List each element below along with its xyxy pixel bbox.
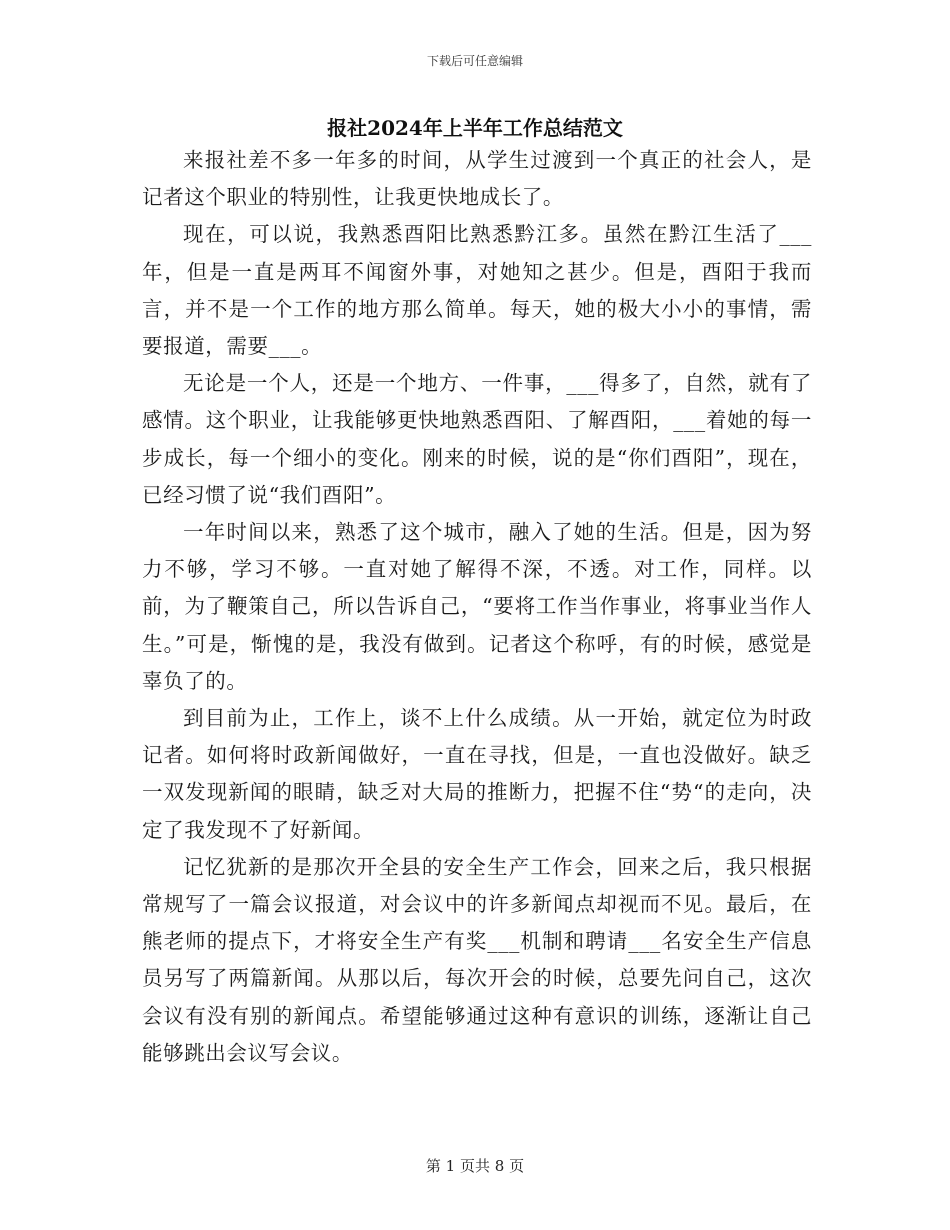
paragraph-4: 一年时间以来，熟悉了这个城市，融入了她的生活。但是，因为努力不够，学习不够。一直对她了解得不深，不透。对工作，同样。以前，为了鞭策自己，所以告诉自己，“要将工作当作事业，将事业当作人生。”可是，惭愧的是，我没有做到。记者这个称呼，有的时候，感觉是辜负了的。	[142, 520, 812, 693]
page-header-note: 下载后可任意编辑	[426, 54, 523, 68]
paragraph-5: 到目前为止，工作上，谈不上什么成绩。从一开始，就定位为时政记者。如何将时政新闻做好，一直在寻找，但是，一直也没做好。缺乏一双发现新闻的眼睛，缺乏对大局的推断力，把握不住“势“的走向，决定了我发现不了好新闻。	[142, 706, 812, 842]
document-title: 报社2024年上半年工作总结范文	[327, 116, 623, 140]
page-number: 第 1 页共 8 页	[425, 1157, 525, 1175]
paragraph-1: 来报社差不多一年多的时间，从学生过渡到一个真正的社会人，是记者这个职业的特别性，让我更快地成长了。	[142, 148, 812, 210]
paragraph-6: 记忆犹新的是那次开全县的安全生产工作会，回来之后，我只根据常规写了一篇会议报道，对会议中的许多新闻点却视而不见。最后，在熊老师的提点下，才将安全生产有奖___机制和聘请___名安全生产信息员另写了两篇新闻。从那以后，每次开会的时候，总要先问自己，这次会议有没有别的新闻点。希望能够通过这种有意识的训练，逐渐让自己能够跳出会议写会议。	[142, 854, 812, 1065]
paragraph-3: 无论是一个人，还是一个地方、一件事，___得多了，自然，就有了感情。这个职业，让我能够更快地熟悉酉阳、了解酉阳，___着她的每一步成长，每一个细小的变化。刚来的时候，说的是“你们酉阳”，现在，已经习惯了说“我们酉阳”。	[142, 371, 812, 507]
paragraph-2: 现在，可以说，我熟悉酉阳比熟悉黔江多。虽然在黔江生活了___年，但是一直是两耳不闻窗外事，对她知之甚少。但是，酉阳于我而言，并不是一个工作的地方那么简单。每天，她的极大小小的事情，需要报道，需要___。	[142, 222, 812, 359]
document-body	[142, 142, 812, 1072]
